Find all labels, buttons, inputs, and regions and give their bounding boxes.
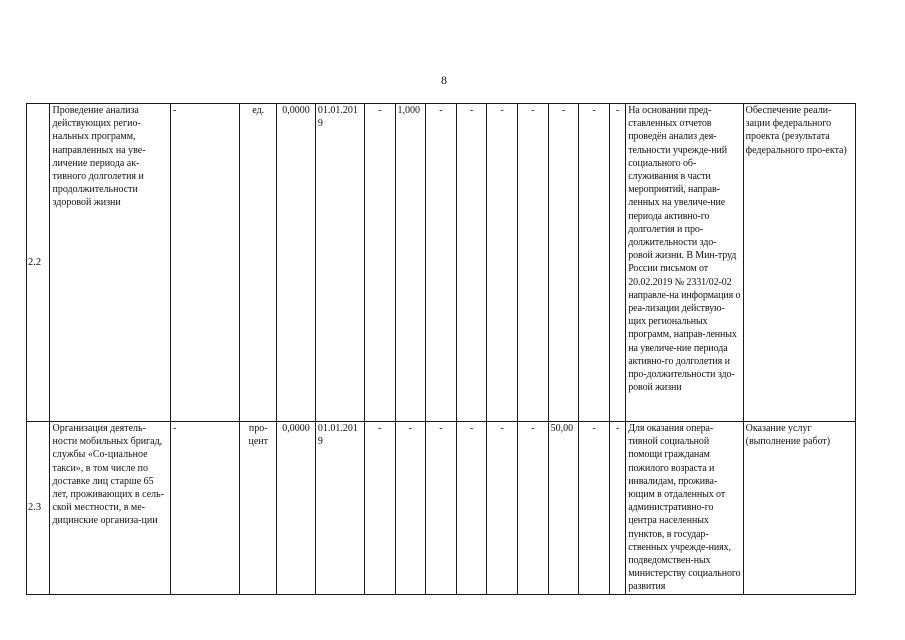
row-value-3: - — [426, 422, 457, 595]
row-value-2: 1,000 — [395, 104, 426, 422]
row-result: Обеспечение реали-зации федерального проекта (результата федерального про-екта) — [743, 104, 855, 422]
table-row — [27, 422, 856, 595]
page-number: 8 — [441, 73, 447, 87]
row-value-9: - — [609, 422, 625, 595]
row-unit: ед. — [240, 104, 277, 422]
row-name: Организация деятель-ности мобильных бригад, службы «Со-циальное такси», в том числе по доставке лиц старше 65 лет, проживающих в сель-ской местности, в ме-дицинские организа-ции — [50, 422, 170, 595]
row-base-value: 0,0000 — [277, 104, 316, 422]
row-value-6: - — [518, 422, 549, 595]
row-number: 2.2 — [27, 104, 50, 422]
row-value-5: - — [487, 422, 518, 595]
row-base-value: 0,0000 — [277, 422, 316, 595]
row-base-date: 01.01.2019 — [315, 104, 364, 422]
row-name: Проведение анализа действующих регио-нальных программ, направленных на уве-личение периода ак-тивного долголетия и продолжительности здоровой жизни — [50, 104, 170, 422]
row-value-6: - — [518, 104, 549, 422]
row-value-2: - — [395, 422, 426, 595]
indicators-table — [26, 103, 856, 595]
row-value-9: - — [609, 104, 625, 422]
row-value-5: - — [487, 104, 518, 422]
row-value-4: - — [456, 422, 487, 595]
row-value-3: - — [426, 104, 457, 422]
row-value-8: - — [579, 104, 610, 422]
row-cell-c2: - — [170, 422, 239, 595]
row-base-date: 01.01.2019 — [315, 422, 364, 595]
row-value-8: - — [579, 422, 610, 595]
row-value-7: - — [548, 104, 579, 422]
row-comment: На основании пред-ставленных отчетов проведён анализ дея-тельности учрежде-ний социального об-служивания в части мероприятий, направ-ленных на увеличе-ние периода активно-го долголетия и про-должительности здо-ровой жизни. В Мин-труд России письмом от 20.02.2019 № 2331/02-02 направле-на информация о реа-лизации действую-щих региональных программ, направ-ленных на увеличе-ние периода активно-го долголетия и про-должительности здо-ровой жизни — [626, 104, 743, 422]
row-value-7: 50,00 — [548, 422, 579, 595]
row-cell-c2: - — [170, 104, 239, 422]
row-result: Оказание услуг (выполнение работ) — [743, 422, 855, 595]
row-value-1: - — [364, 422, 395, 595]
row-number: 2.3 — [27, 422, 50, 595]
row-value-1: - — [364, 104, 395, 422]
table-row — [27, 104, 856, 422]
row-unit: про-цент — [240, 422, 277, 595]
row-value-4: - — [456, 104, 487, 422]
row-comment: Для оказания опера-тивной социальной помощи гражданам пожилого возраста и инвалидам, прожива-ющим в отдаленных от административно-го центра населенных пунктов, в государ-ственных учрежде-ниях, подведомствен-ных министерству социального развития — [626, 422, 743, 595]
